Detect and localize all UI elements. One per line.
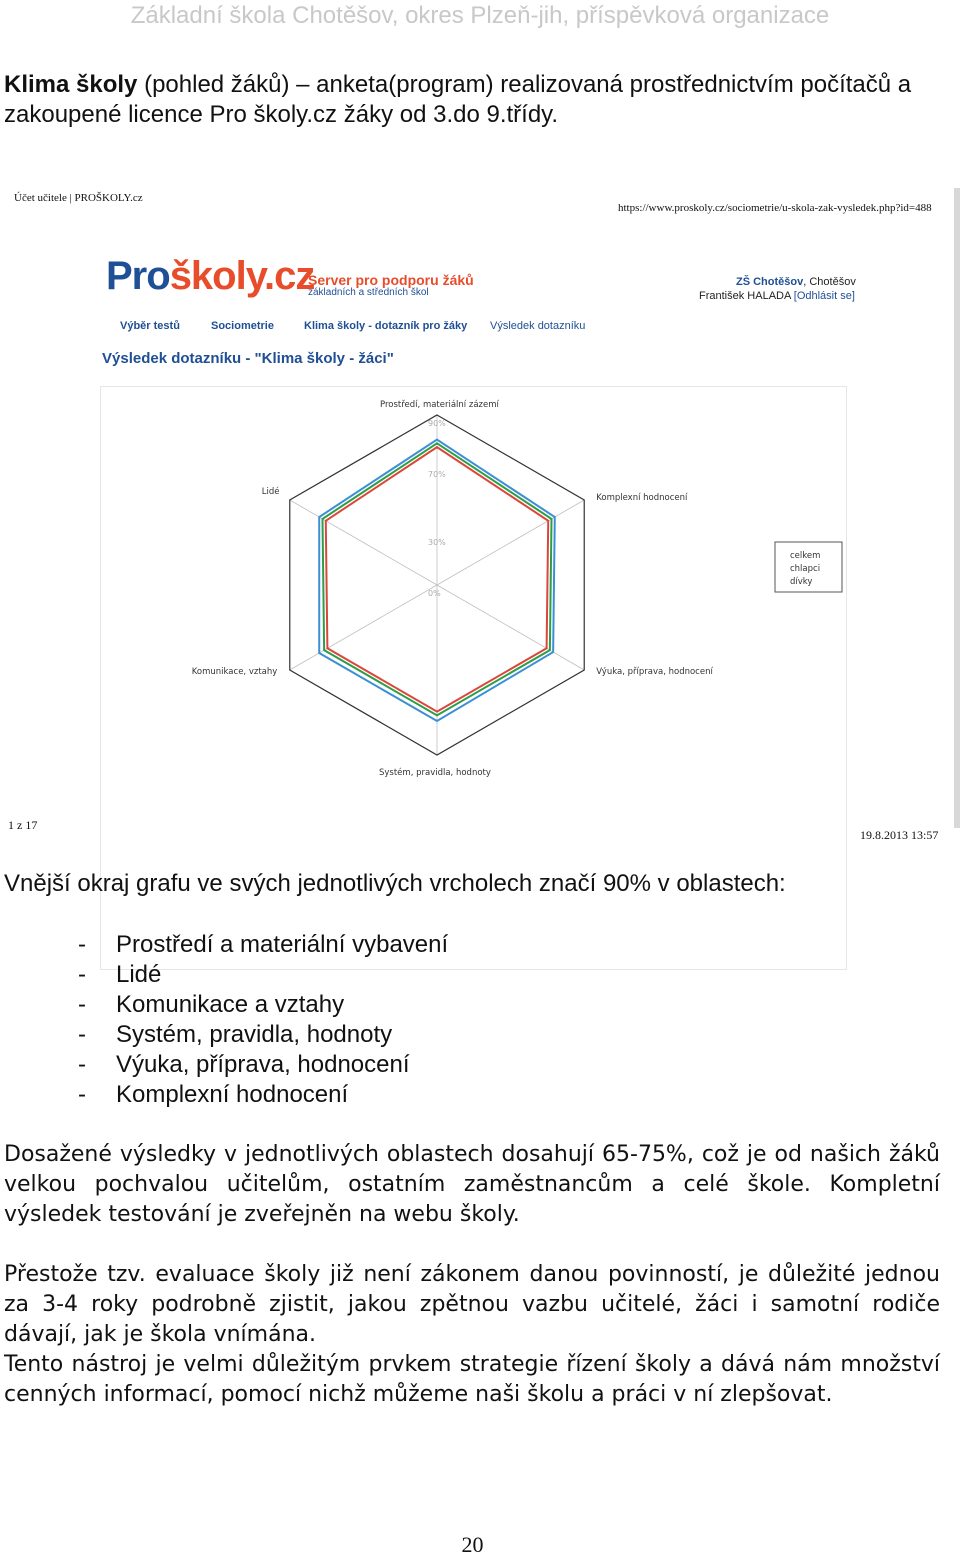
timestamp: 19.8.2013 13:57: [860, 828, 939, 842]
list-item: - Systém, pravidla, hodnoty: [78, 1021, 393, 1048]
user-info: František HALADA [Odhlásit se]: [699, 290, 855, 302]
intro-rest: (pohled žáků) – anketa(program) realizovaná prostřednictvím počítačů a zakoupené licence Pro školy.cz žáky od 3.do 9.třídy.: [4, 71, 912, 128]
intro-paragraph: [4, 70, 944, 130]
nav-vyber-testu: Výběr testů: [120, 320, 180, 332]
intro-bold: Klima školy: [4, 71, 138, 98]
areas-list: [78, 930, 448, 1110]
radar-spoke: [437, 585, 584, 670]
evaluation-paragraph: [4, 1260, 940, 1410]
radar-chart: [0, 180, 960, 800]
result-title: Výsledek dotazníku - "Klima školy - žáci": [102, 350, 394, 367]
radar-category-label: Systém, pravidla, hodnoty: [379, 768, 491, 778]
radar-category-label: Prostředí, materiální zázemí: [380, 400, 499, 410]
list-item: - Lidé: [78, 961, 162, 988]
radar-category-label: Lidé: [261, 487, 280, 497]
page-header: Základní škola Chotěšov, okres Plzeň-jih, příspěvková organizace: [130, 2, 830, 29]
nav-klima-skoly: Klima školy - dotazník pro žáky: [304, 320, 468, 332]
radar-category-label: Výuka, příprava, hodnocení: [596, 667, 713, 677]
radar-spoke: [437, 500, 584, 585]
logout-link: [Odhlásit se]: [793, 290, 855, 302]
radar-spoke: [290, 585, 437, 670]
list-item: - Prostředí a materiální vybavení: [78, 931, 449, 958]
logo-tagline: Server pro podporu žáků: [308, 272, 474, 288]
url-label: https://www.proskoly.cz/sociometrie/u-skola-zak-vysledek.php?id=488: [618, 202, 932, 214]
radar-spoke: [290, 500, 437, 585]
logo-tagline-sub: základních a středních škol: [308, 287, 429, 298]
legend-item: chlapci: [790, 564, 821, 574]
tool-text: Tento nástroj je velmi důležitým prvkem strategie řízení školy a dává nám množství cenných informací, pomocí nichž můžeme naši školu a práci v ní zlepšovat.: [4, 1352, 940, 1407]
radar-ring-label: 0%: [428, 589, 441, 598]
list-item: - Komunikace a vztahy: [78, 991, 345, 1018]
page-of: 1 z 17: [8, 818, 38, 832]
list-item: - Komplexní hodnocení: [78, 1081, 349, 1108]
proskoly-logo: Proškoly.cz: [106, 254, 315, 298]
nav-vysledek: Výsledek dotazníku: [490, 320, 586, 332]
school-name: ZŠ Chotěšov, Chotěšov: [736, 276, 856, 288]
list-item: - Výuka, příprava, hodnocení: [78, 1051, 410, 1078]
evaluation-text: Přestože tzv. evaluace školy již není zákonem danou povinností, je důležité jednou za 3-4 roky podrobně zjistit, jakou zpětnou vazbu učitelé, žáci i samotní rodiče dávají, jak je škola vnímána.: [4, 1262, 940, 1347]
account-label: Účet učitele | PROŠKOLY.cz: [14, 192, 143, 204]
radar-category-label: Komunikace, vztahy: [191, 667, 278, 677]
legend-item: celkem: [790, 551, 821, 561]
nav-sociometrie: Sociometrie: [211, 320, 274, 332]
legend-item: dívky: [790, 577, 813, 587]
outer-edge-text: Vnější okraj grafu ve svých jednotlivých vrcholech značí 90% v oblastech:: [4, 870, 786, 897]
radar-ring-label: 90%: [428, 419, 446, 428]
radar-ring-label: 30%: [428, 538, 446, 547]
page-number: 20: [461, 1532, 484, 1557]
radar-ring-label: 70%: [428, 470, 446, 479]
results-paragraph: Dosažené výsledky v jednotlivých oblastech dosahují 65-75%, což je od našich žáků velkou pochvalou učitelům, ostatním zaměstnancům a celé škole. Kompletní výsledek testování je zveřejněn na webu školy.: [4, 1142, 940, 1227]
radar-category-label: Komplexní hodnocení: [596, 493, 688, 503]
